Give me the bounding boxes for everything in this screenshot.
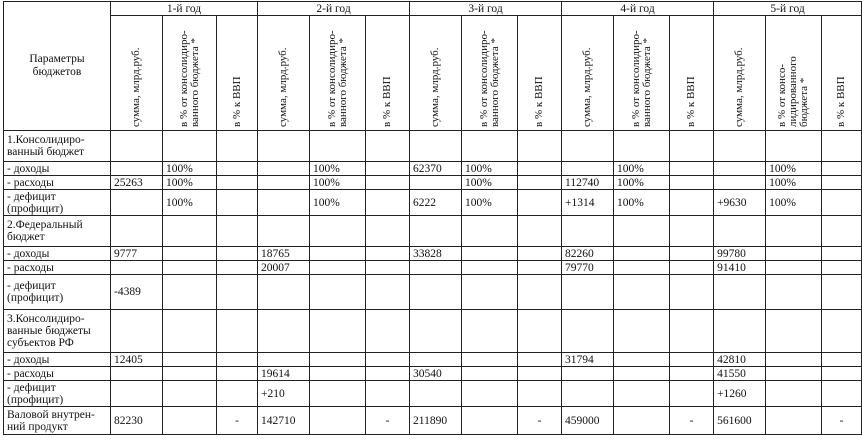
pct-gdp-cell xyxy=(217,353,258,367)
pct-consolidated-cell: 100% xyxy=(310,162,366,176)
sum-cell xyxy=(714,275,766,310)
pct-gdp-cell xyxy=(822,261,862,275)
table-row xyxy=(4,367,862,381)
pct-gdp-cell xyxy=(366,381,410,407)
pct-gdp-cell xyxy=(670,247,714,261)
pct-consolidated-header: в % от консолидиро-ванного бюджета * xyxy=(462,16,518,131)
row-label: - расходы xyxy=(4,367,111,381)
sum-cell xyxy=(562,367,614,381)
table-row xyxy=(4,190,862,216)
pct-consolidated-cell: 100% xyxy=(614,162,670,176)
pct-consolidated-cell: 100% xyxy=(163,176,217,190)
sum-cell xyxy=(714,310,766,353)
sum-cell xyxy=(258,353,310,367)
pct-consolidated-cell xyxy=(310,381,366,407)
row-label: - дефицит (профицит) xyxy=(4,381,111,407)
pct-gdp-cell xyxy=(217,216,258,247)
sum-cell xyxy=(714,176,766,190)
sum-cell: 142710 xyxy=(258,407,310,435)
sum-cell: 62370 xyxy=(410,162,462,176)
sum-cell: 19614 xyxy=(258,367,310,381)
sum-header: сумма, млрд.руб. xyxy=(410,16,462,131)
pct-consolidated-cell xyxy=(462,216,518,247)
table-row xyxy=(4,131,862,162)
pct-gdp-cell xyxy=(217,381,258,407)
sum-cell: 91410 xyxy=(714,261,766,275)
pct-consolidated-cell xyxy=(163,367,217,381)
pct-consolidated-cell xyxy=(163,247,217,261)
sum-cell xyxy=(410,261,462,275)
pct-consolidated-cell xyxy=(310,247,366,261)
pct-gdp-cell xyxy=(518,261,562,275)
budget-parameters-table xyxy=(3,1,862,435)
year-1-header: 1-й год xyxy=(111,2,258,16)
pct-consolidated-cell xyxy=(766,381,822,407)
pct-consolidated-cell: 100% xyxy=(310,190,366,216)
pct-consolidated-cell: 100% xyxy=(766,190,822,216)
pct-gdp-cell xyxy=(217,247,258,261)
sum-header: сумма, млрд.руб. xyxy=(111,16,163,131)
sum-cell: 99780 xyxy=(714,247,766,261)
table-row xyxy=(4,407,862,435)
sum-cell: +1314 xyxy=(562,190,614,216)
pct-consolidated-cell xyxy=(614,131,670,162)
row-label: - расходы xyxy=(4,176,111,190)
sum-header: сумма, млрд.руб. xyxy=(258,16,310,131)
pct-gdp-cell xyxy=(366,310,410,353)
pct-consolidated-cell xyxy=(766,367,822,381)
pct-consolidated-cell xyxy=(163,310,217,353)
row-label: 2.Федеральный бюджет xyxy=(4,216,111,247)
sum-cell xyxy=(714,216,766,247)
pct-consolidated-cell xyxy=(163,407,217,435)
pct-gdp-header: в % к ВВП xyxy=(217,16,258,131)
pct-consolidated-cell xyxy=(163,353,217,367)
pct-gdp-cell xyxy=(366,353,410,367)
pct-gdp-cell xyxy=(366,131,410,162)
pct-consolidated-cell xyxy=(462,247,518,261)
table-body xyxy=(4,131,862,435)
pct-gdp-cell xyxy=(670,131,714,162)
pct-consolidated-cell xyxy=(462,381,518,407)
pct-gdp-cell xyxy=(518,367,562,381)
pct-consolidated-cell xyxy=(614,353,670,367)
pct-consolidated-cell xyxy=(766,131,822,162)
sum-cell xyxy=(111,190,163,216)
pct-gdp-cell xyxy=(518,381,562,407)
pct-consolidated-cell xyxy=(614,275,670,310)
pct-gdp-cell xyxy=(217,162,258,176)
sum-cell xyxy=(410,176,462,190)
sum-cell xyxy=(562,381,614,407)
sum-cell: 41550 xyxy=(714,367,766,381)
sum-cell xyxy=(410,353,462,367)
pct-gdp-cell xyxy=(822,367,862,381)
sum-cell: 79770 xyxy=(562,261,614,275)
pct-consolidated-cell: 100% xyxy=(462,176,518,190)
pct-consolidated-cell xyxy=(614,381,670,407)
sum-cell xyxy=(562,162,614,176)
pct-consolidated-cell xyxy=(462,367,518,381)
pct-gdp-cell xyxy=(670,176,714,190)
pct-consolidated-cell xyxy=(310,310,366,353)
table-row xyxy=(4,216,862,247)
pct-gdp-cell xyxy=(822,190,862,216)
pct-gdp-cell xyxy=(822,247,862,261)
sum-cell xyxy=(562,216,614,247)
table-row xyxy=(4,162,862,176)
sum-cell xyxy=(111,381,163,407)
pct-consolidated-cell xyxy=(462,261,518,275)
sum-cell: 33828 xyxy=(410,247,462,261)
sum-cell xyxy=(410,381,462,407)
pct-gdp-cell xyxy=(217,367,258,381)
pct-consolidated-cell xyxy=(766,353,822,367)
sum-cell xyxy=(258,131,310,162)
pct-gdp-cell xyxy=(217,190,258,216)
sum-cell: 211890 xyxy=(410,407,462,435)
sum-cell: 112740 xyxy=(562,176,614,190)
pct-gdp-cell xyxy=(822,176,862,190)
pct-consolidated-cell xyxy=(310,407,366,435)
row-label: - расходы xyxy=(4,261,111,275)
sum-cell: +9630 xyxy=(714,190,766,216)
pct-consolidated-cell xyxy=(614,367,670,381)
sum-cell xyxy=(714,131,766,162)
pct-gdp-cell xyxy=(518,190,562,216)
sum-cell xyxy=(410,275,462,310)
sum-cell: +1260 xyxy=(714,381,766,407)
pct-gdp-cell xyxy=(217,310,258,353)
pct-consolidated-cell xyxy=(766,275,822,310)
sum-cell xyxy=(258,162,310,176)
pct-consolidated-cell xyxy=(614,247,670,261)
pct-gdp-cell xyxy=(670,367,714,381)
pct-consolidated-cell xyxy=(163,261,217,275)
pct-consolidated-cell xyxy=(310,131,366,162)
row-label: 1.Консолидиро-ванный бюджет xyxy=(4,131,111,162)
pct-consolidated-cell: 100% xyxy=(462,190,518,216)
pct-gdp-cell xyxy=(518,176,562,190)
pct-consolidated-cell xyxy=(766,310,822,353)
sum-cell xyxy=(410,216,462,247)
sum-cell xyxy=(258,176,310,190)
pct-consolidated-cell xyxy=(163,381,217,407)
pct-consolidated-cell: 100% xyxy=(163,190,217,216)
pct-gdp-cell xyxy=(366,247,410,261)
sum-cell xyxy=(258,190,310,216)
table-row xyxy=(4,310,862,353)
pct-gdp-header: в % к ВВП xyxy=(670,16,714,131)
pct-consolidated-cell xyxy=(766,216,822,247)
year-header-row xyxy=(4,2,862,16)
pct-gdp-cell xyxy=(670,353,714,367)
pct-consolidated-cell: 100% xyxy=(766,176,822,190)
table-row xyxy=(4,261,862,275)
sum-cell xyxy=(111,367,163,381)
pct-consolidated-cell xyxy=(310,367,366,381)
params-header: Параметры бюджетов xyxy=(4,2,111,131)
pct-gdp-header: в % к ВВП xyxy=(822,16,862,131)
sum-cell xyxy=(410,310,462,353)
pct-consolidated-cell xyxy=(462,353,518,367)
sum-cell: 82260 xyxy=(562,247,614,261)
pct-gdp-cell xyxy=(670,162,714,176)
pct-gdp-cell xyxy=(670,190,714,216)
pct-consolidated-cell xyxy=(310,275,366,310)
pct-consolidated-cell xyxy=(310,216,366,247)
sum-cell: +210 xyxy=(258,381,310,407)
pct-consolidated-cell xyxy=(614,261,670,275)
table-row xyxy=(4,176,862,190)
pct-consolidated-header: в % от консолидиро-ванного бюджета * xyxy=(310,16,366,131)
sum-cell: 25263 xyxy=(111,176,163,190)
sum-cell: -4389 xyxy=(111,275,163,310)
pct-gdp-header: в % к ВВП xyxy=(366,16,410,131)
pct-gdp-cell xyxy=(366,162,410,176)
sum-cell: 561600 xyxy=(714,407,766,435)
sum-cell: 20007 xyxy=(258,261,310,275)
sum-cell xyxy=(111,216,163,247)
pct-gdp-cell xyxy=(366,275,410,310)
pct-consolidated-cell xyxy=(614,216,670,247)
sum-header: сумма, млрд.руб. xyxy=(562,16,614,131)
pct-consolidated-cell xyxy=(614,407,670,435)
pct-gdp-cell xyxy=(670,261,714,275)
sum-cell: 31794 xyxy=(562,353,614,367)
row-label: Валовой внутрен-ний продукт xyxy=(4,407,111,435)
pct-gdp-header: в % к ВВП xyxy=(518,16,562,131)
pct-gdp-cell: - xyxy=(670,407,714,435)
sum-cell xyxy=(111,162,163,176)
sum-cell xyxy=(111,131,163,162)
sum-cell: 18765 xyxy=(258,247,310,261)
pct-gdp-cell xyxy=(518,275,562,310)
pct-consolidated-cell: 100% xyxy=(462,162,518,176)
table-row xyxy=(4,381,862,407)
pct-gdp-cell xyxy=(366,216,410,247)
pct-gdp-cell xyxy=(366,367,410,381)
pct-gdp-cell xyxy=(518,162,562,176)
pct-gdp-cell xyxy=(822,275,862,310)
pct-consolidated-cell xyxy=(614,310,670,353)
pct-gdp-cell xyxy=(822,310,862,353)
pct-gdp-cell xyxy=(670,381,714,407)
pct-gdp-cell xyxy=(217,176,258,190)
pct-consolidated-cell: 100% xyxy=(614,176,670,190)
row-label: - доходы xyxy=(4,353,111,367)
row-label: - дефицит (профицит) xyxy=(4,275,111,310)
pct-consolidated-cell xyxy=(163,275,217,310)
pct-gdp-cell xyxy=(822,216,862,247)
sum-header: сумма, млрд.руб. xyxy=(714,16,766,131)
sum-cell: 42810 xyxy=(714,353,766,367)
pct-consolidated-cell: 100% xyxy=(310,176,366,190)
sum-cell xyxy=(111,310,163,353)
sum-cell: 9777 xyxy=(111,247,163,261)
table-row xyxy=(4,275,862,310)
pct-gdp-cell xyxy=(822,353,862,367)
pct-gdp-cell xyxy=(670,216,714,247)
sum-cell: 459000 xyxy=(562,407,614,435)
pct-gdp-cell xyxy=(518,247,562,261)
pct-gdp-cell xyxy=(217,261,258,275)
pct-consolidated-cell xyxy=(163,216,217,247)
pct-consolidated-header: в % от консолидиро-ванного бюджета * xyxy=(614,16,670,131)
pct-gdp-cell xyxy=(366,261,410,275)
year-2-header: 2-й год xyxy=(258,2,410,16)
pct-consolidated-cell: 100% xyxy=(614,190,670,216)
table-row xyxy=(4,353,862,367)
sum-cell xyxy=(258,310,310,353)
pct-gdp-cell xyxy=(366,190,410,216)
sum-cell: 30540 xyxy=(410,367,462,381)
sum-cell xyxy=(410,131,462,162)
sum-cell: 6222 xyxy=(410,190,462,216)
pct-gdp-cell xyxy=(518,353,562,367)
sum-cell xyxy=(258,275,310,310)
sum-cell xyxy=(562,275,614,310)
row-label: 3.Консолидиро-ванные бюджеты субъектов РФ xyxy=(4,310,111,353)
year-4-header: 4-й год xyxy=(562,2,714,16)
pct-consolidated-cell xyxy=(766,247,822,261)
pct-gdp-cell xyxy=(822,381,862,407)
row-label: - доходы xyxy=(4,162,111,176)
pct-gdp-cell xyxy=(822,131,862,162)
pct-consolidated-cell xyxy=(310,353,366,367)
pct-consolidated-cell xyxy=(163,131,217,162)
pct-consolidated-cell: 100% xyxy=(163,162,217,176)
pct-gdp-cell xyxy=(670,275,714,310)
pct-consolidated-cell xyxy=(462,275,518,310)
pct-gdp-cell: - xyxy=(366,407,410,435)
pct-consolidated-cell xyxy=(462,407,518,435)
pct-consolidated-cell: 100% xyxy=(766,162,822,176)
sum-cell xyxy=(714,162,766,176)
row-label: - доходы xyxy=(4,247,111,261)
sum-cell xyxy=(562,310,614,353)
pct-gdp-cell xyxy=(518,310,562,353)
pct-gdp-cell: - xyxy=(822,407,862,435)
table-row xyxy=(4,247,862,261)
pct-gdp-cell xyxy=(217,275,258,310)
pct-consolidated-cell xyxy=(766,261,822,275)
pct-gdp-cell xyxy=(217,131,258,162)
year-5-header: 5-й год xyxy=(714,2,862,16)
pct-consolidated-header: в % от консо-лидированного бюджета * xyxy=(766,16,822,131)
pct-consolidated-cell xyxy=(462,310,518,353)
pct-gdp-cell xyxy=(518,216,562,247)
pct-gdp-cell xyxy=(518,131,562,162)
sum-cell xyxy=(111,261,163,275)
pct-gdp-cell: - xyxy=(217,407,258,435)
pct-gdp-cell xyxy=(670,310,714,353)
subheader-row xyxy=(4,16,862,131)
pct-gdp-cell xyxy=(366,176,410,190)
sum-cell: 82230 xyxy=(111,407,163,435)
sum-cell xyxy=(562,131,614,162)
pct-consolidated-header: в % от консолидиро-ванного бюджета * xyxy=(163,16,217,131)
row-label: - дефицит (профицит) xyxy=(4,190,111,216)
pct-gdp-cell: - xyxy=(518,407,562,435)
pct-gdp-cell xyxy=(822,162,862,176)
sum-cell: 12405 xyxy=(111,353,163,367)
pct-consolidated-cell xyxy=(310,261,366,275)
year-3-header: 3-й год xyxy=(410,2,562,16)
pct-consolidated-cell xyxy=(766,407,822,435)
sum-cell xyxy=(258,216,310,247)
pct-consolidated-cell xyxy=(462,131,518,162)
